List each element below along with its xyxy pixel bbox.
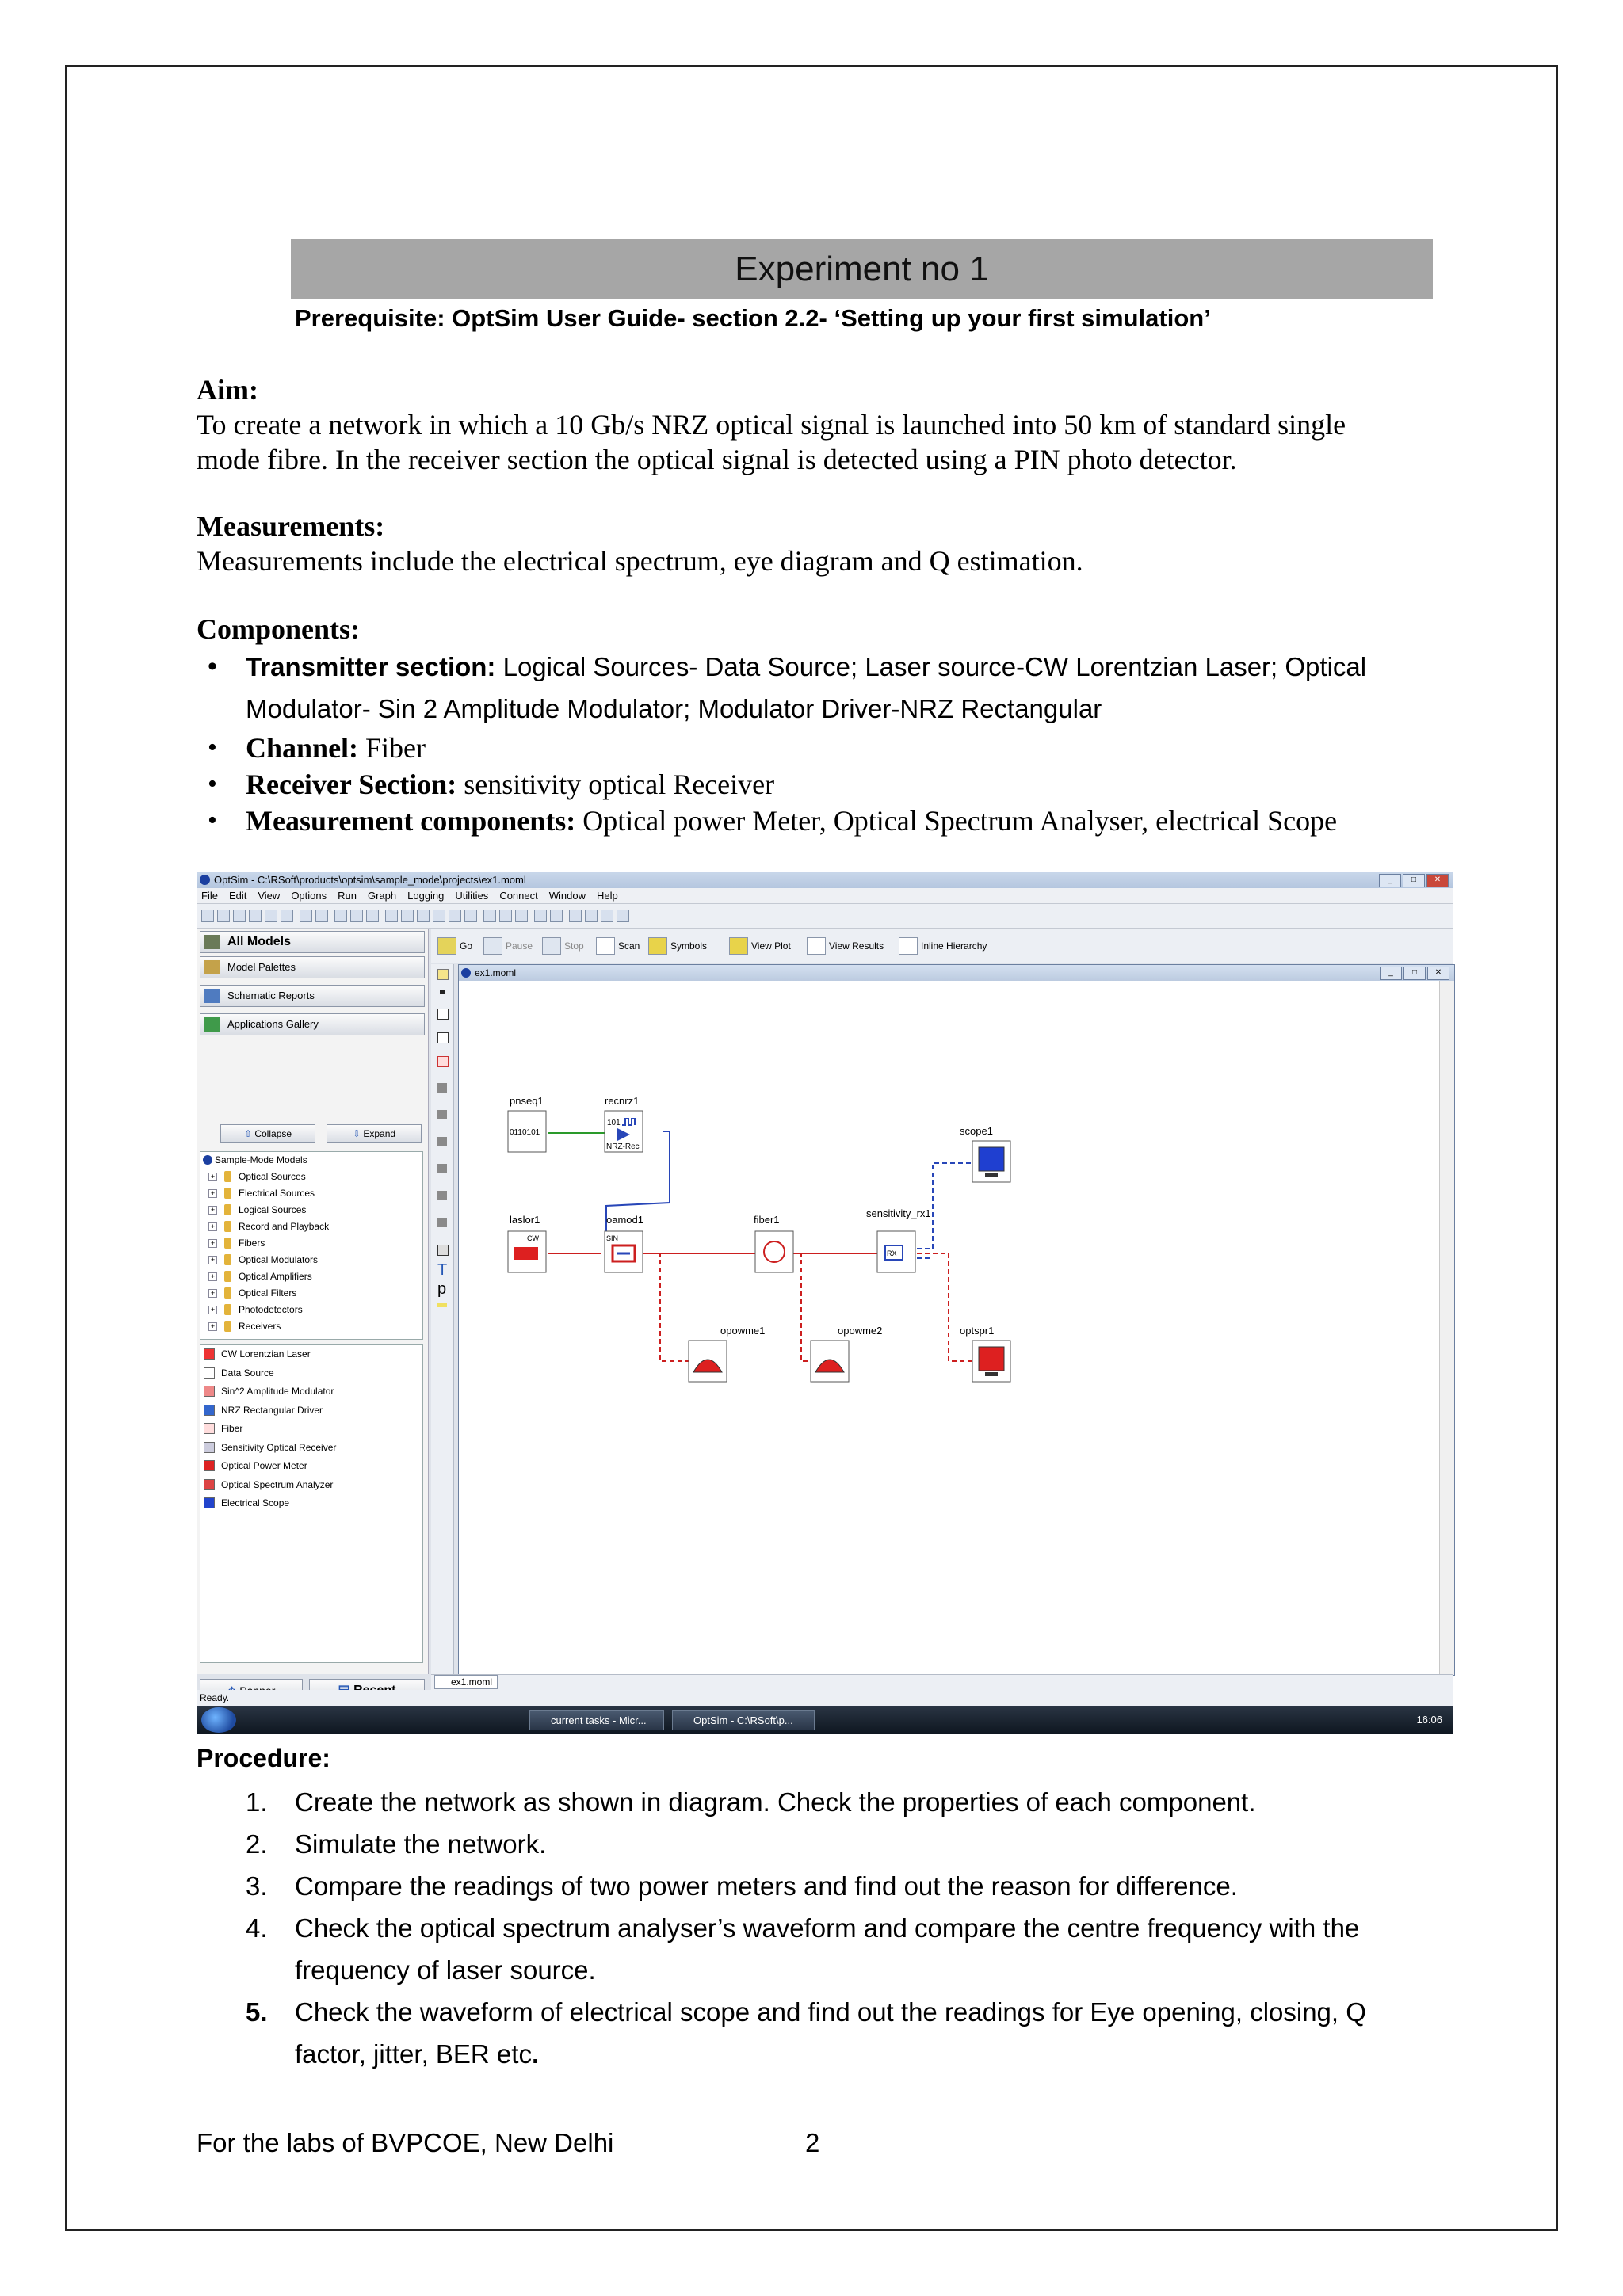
oamod1-tag: SIN (606, 1234, 619, 1242)
flag-tool-icon[interactable] (437, 1032, 449, 1043)
modulator-icon (204, 1386, 215, 1397)
tree-item-label: Photodetectors (239, 1304, 303, 1315)
spectrum-analyzer-icon (204, 1479, 215, 1490)
menu-connect[interactable]: Connect (499, 890, 538, 902)
zoom-select-icon[interactable] (464, 910, 477, 922)
document-vertical-scrollbar[interactable] (1439, 981, 1454, 1675)
paragraph-tool-icon[interactable]: p (437, 1280, 447, 1298)
point-tool-icon[interactable] (440, 990, 445, 994)
pnseq1-bits: 0110101 (510, 1128, 540, 1137)
expand-toggle-icon[interactable]: + (208, 1322, 217, 1331)
optspr1-label: optspr1 (960, 1325, 995, 1337)
bullet: • (208, 806, 217, 835)
component-label: Optical Spectrum Analyzer (221, 1478, 334, 1490)
menu-window[interactable]: Window (548, 890, 586, 902)
fiber1-label: fiber1 (754, 1214, 780, 1226)
aim-heading: Aim: (197, 374, 258, 406)
stop-icon (542, 937, 561, 955)
folder-icon (224, 1271, 231, 1282)
port-tool-icon[interactable] (437, 1009, 449, 1020)
component-label: Sensitivity Optical Receiver (221, 1441, 337, 1453)
component-item-receiver (197, 766, 1465, 803)
view-plot-button[interactable] (727, 937, 791, 955)
component-data-source[interactable] (200, 1364, 422, 1383)
tree-item-optical-sources[interactable] (200, 1169, 422, 1185)
bullet: • (208, 733, 217, 762)
procedure-step-5 (197, 1991, 1465, 2075)
optsim-icon (461, 968, 471, 978)
zoom-reset-icon[interactable] (449, 910, 461, 922)
layout-icon[interactable] (483, 910, 496, 922)
window-controls (1379, 874, 1449, 887)
menu-run[interactable]: Run (338, 890, 357, 902)
doc-close-button[interactable]: ✕ (1427, 967, 1449, 980)
marker-icon[interactable] (569, 910, 582, 922)
expand-toggle-icon[interactable]: + (208, 1256, 217, 1264)
model-browser-panel (197, 929, 429, 1674)
image-tool-icon[interactable] (437, 1245, 449, 1256)
expand-toggle-icon[interactable]: + (208, 1222, 217, 1231)
wire-oamod-opowme1 (643, 1253, 689, 1361)
scan-label: Scan (618, 940, 640, 952)
component-label: Fiber (221, 1423, 243, 1434)
arrow-down-icon: ⇩ (352, 1128, 364, 1139)
pnseq1-label: pnseq1 (510, 1095, 544, 1107)
component-item-measurement (197, 803, 1465, 839)
text-tool-icon[interactable]: T (437, 1261, 448, 1279)
tools-icon[interactable] (585, 910, 598, 922)
taskbar-item-optsim[interactable]: OptSim - C:\RSoft\p... (672, 1710, 815, 1730)
fiber-icon (204, 1423, 215, 1434)
step-number: 2. (246, 1829, 268, 1859)
zoom-out-icon[interactable] (417, 910, 430, 922)
component-electrical-scope[interactable] (200, 1494, 422, 1513)
folder-icon (224, 1321, 231, 1332)
model-palettes-button[interactable] (200, 956, 425, 978)
doc-maximize-button[interactable]: □ (1403, 967, 1426, 980)
pause-label: Pause (506, 940, 533, 952)
rect-tool-icon[interactable] (437, 1083, 447, 1093)
tree-item-label: Optical Amplifiers (239, 1271, 312, 1282)
laslor1-label: laslor1 (510, 1214, 540, 1226)
tree-root[interactable] (200, 1152, 422, 1169)
scan-icon (596, 937, 615, 955)
minimize-button[interactable]: _ (1379, 874, 1401, 887)
transmitter-label: Transmitter section: (246, 652, 496, 681)
aim-line-1: To create a network in which a 10 Gb/s NRZ optical signal is launched into 50 km of standard single (197, 409, 1346, 441)
view-results-label: View Results (829, 940, 884, 952)
step-text: Create the network as shown in diagram. Check the properties of each component. (295, 1787, 1256, 1817)
prerequisite: Prerequisite: OptSim User Guide- section 2.2- ‘Setting up your first simulation’ (295, 304, 1211, 332)
step-number: 4. (246, 1913, 268, 1943)
paste-icon[interactable] (366, 910, 379, 922)
symbols-icon (648, 937, 667, 955)
polygon-tool-icon[interactable] (437, 1137, 447, 1146)
run-toolbar (431, 929, 1453, 963)
scope-stand-icon (985, 1173, 998, 1177)
tree-item-label: Receivers (239, 1321, 281, 1332)
expand-toggle-icon[interactable]: + (208, 1239, 217, 1248)
step-number: 3. (246, 1871, 268, 1901)
component-label: Sin^2 Amplitude Modulator (221, 1386, 334, 1397)
fill-tool-icon[interactable] (437, 1218, 447, 1227)
folder-icon (224, 1304, 231, 1315)
menu-edit[interactable]: Edit (228, 890, 247, 902)
print-icon[interactable] (281, 910, 293, 922)
grid-icon[interactable] (515, 910, 528, 922)
folder-icon (224, 1171, 231, 1182)
schematic-reports-label: Schematic Reports (227, 990, 315, 1001)
arrow-up-icon: ⇧ (243, 1128, 255, 1139)
opowme1-label: opowme1 (720, 1325, 766, 1337)
measurements-section (197, 509, 1083, 578)
report-icon[interactable] (550, 910, 563, 922)
all-models-label: All Models (227, 935, 292, 948)
procedure-heading: Procedure: (197, 1744, 330, 1772)
plot-icon (729, 937, 748, 955)
menu-graph[interactable]: Graph (367, 890, 397, 902)
open-folder-icon[interactable] (249, 910, 262, 922)
tree-item-receivers[interactable] (200, 1318, 422, 1335)
select-tool-icon[interactable] (437, 969, 449, 980)
schematic-reports-button[interactable] (200, 985, 425, 1007)
tree-item-label: Logical Sources (239, 1204, 307, 1215)
collapse-label: Collapse (254, 1128, 292, 1139)
opowme2-label: opowme2 (838, 1325, 883, 1337)
window-titlebar (197, 872, 1453, 888)
procedure-list (197, 1781, 1465, 2075)
receiver-label: Receiver Section: (246, 769, 457, 800)
fiber1-block[interactable] (755, 1231, 793, 1272)
scan-button[interactable] (594, 937, 640, 955)
component-item-transmitter (197, 646, 1465, 730)
tree-item-logical-sources[interactable] (200, 1202, 422, 1219)
component-sin2-amplitude-modulator[interactable] (200, 1383, 422, 1402)
arc-tool-icon[interactable] (437, 1191, 447, 1200)
hierarchy-icon (899, 937, 918, 955)
step-text-line-1: Check the optical spectrum analyser’s waveform and compare the centre frequency with the (295, 1913, 1360, 1943)
expand-label: Expand (363, 1128, 396, 1139)
data-source-icon (204, 1367, 215, 1379)
receiver-icon (204, 1442, 215, 1453)
line-tool-icon[interactable] (437, 1164, 447, 1173)
laser-icon (204, 1348, 215, 1360)
zoom-in-icon[interactable] (401, 910, 414, 922)
tree-root-label: Sample-Mode Models (215, 1154, 307, 1165)
component-nrz-rectangular-driver[interactable] (200, 1402, 422, 1421)
component-label: NRZ Rectangular Driver (221, 1404, 323, 1416)
menu-utilities[interactable]: Utilities (455, 890, 489, 902)
report-icon (204, 989, 220, 1003)
laser-icon (514, 1247, 538, 1260)
inline-hierarchy-label: Inline Hierarchy (921, 940, 987, 952)
edit-icon[interactable] (534, 910, 547, 922)
measurement-text: Optical power Meter, Optical Spectrum Analyser, electrical Scope (575, 805, 1338, 837)
model-tree (200, 1151, 423, 1340)
help-icon[interactable] (617, 910, 629, 922)
model-palettes-label: Model Palettes (227, 961, 296, 973)
pause-button[interactable] (482, 937, 533, 955)
symbols-button[interactable] (647, 937, 707, 955)
models-icon (204, 935, 220, 949)
bullet: • (208, 651, 217, 681)
tab-ex1-moml[interactable]: ex1.moml (434, 1675, 498, 1689)
components-heading-wrap (197, 612, 360, 646)
pause-icon (483, 937, 502, 955)
recnrz1-tag: 101 (607, 1119, 621, 1127)
procedure-step-4 (197, 1907, 1465, 1991)
ellipse-tool-icon[interactable] (437, 1110, 447, 1119)
redo-icon[interactable] (315, 910, 328, 922)
schematic-document-window (458, 964, 1455, 1676)
channel-label: Channel: (246, 732, 359, 764)
undo-icon[interactable] (300, 910, 312, 922)
document-window-controls (1380, 967, 1449, 980)
document-titlebar (459, 965, 1454, 981)
palette-icon (204, 960, 220, 974)
save-icon[interactable] (265, 910, 277, 922)
optsim-screenshot (197, 872, 1453, 1726)
menu-bar (197, 888, 1453, 904)
folder-icon (224, 1188, 231, 1199)
component-label: Data Source (221, 1367, 274, 1379)
folder-icon (224, 1254, 231, 1265)
folder-icon (224, 1204, 231, 1215)
view-results-button[interactable] (805, 937, 884, 955)
measurements-text: Measurements include the electrical spectrum, eye diagram and Q estimation. (197, 545, 1083, 577)
symbols-label: Symbols (670, 940, 708, 952)
component-label: Optical Power Meter (221, 1460, 307, 1471)
view-plot-label: View Plot (751, 940, 791, 952)
tree-item-optical-modulators[interactable] (200, 1252, 422, 1268)
new-file-icon[interactable] (201, 910, 214, 922)
measurements-heading: Measurements: (197, 510, 385, 542)
taskbar-item-current-tasks[interactable]: current tasks - Micr... (529, 1710, 664, 1730)
scope-icon (204, 1497, 215, 1508)
tree-item-label: Optical Sources (239, 1171, 306, 1182)
expand-button[interactable] (327, 1124, 422, 1143)
aim-line-2: mode fibre. In the receiver section the optical signal is detected using a PIN photo detector. (197, 444, 1237, 475)
component-fiber[interactable] (200, 1420, 422, 1439)
recnrz1-label: recnrz1 (605, 1095, 640, 1107)
bullet: • (208, 769, 217, 799)
applications-gallery-button[interactable] (200, 1013, 425, 1035)
schematic-canvas[interactable] (459, 981, 1438, 1675)
component-cw-lorentzian-laser[interactable] (200, 1345, 422, 1364)
transmitter-text-2: Modulator- Sin 2 Amplitude Modulator; Modulator Driver-NRZ Rectangular (246, 694, 1102, 723)
close-button[interactable]: ✕ (1426, 874, 1449, 887)
step-text: Simulate the network. (295, 1829, 547, 1859)
document-tab-bar (431, 1674, 1453, 1691)
tree-item-photodetectors[interactable] (200, 1302, 422, 1318)
applications-gallery-label: Applications Gallery (227, 1018, 319, 1030)
aim-section (197, 372, 1346, 477)
expand-toggle-icon[interactable]: + (208, 1189, 217, 1198)
drawing-palette (431, 964, 454, 1674)
page-number: 2 (805, 2128, 820, 2157)
step-text-period: . (531, 2039, 540, 2069)
sensitivity-rx1-label: sensitivity_rx1 (866, 1207, 931, 1219)
menu-options[interactable]: Options (291, 890, 327, 902)
step-text-line-2: factor, jitter, BER etc (295, 2039, 532, 2069)
menu-view[interactable]: View (258, 890, 281, 902)
cut-icon[interactable] (334, 910, 347, 922)
folder-icon (224, 1287, 231, 1299)
spectrum-analyzer-icon (979, 1347, 1004, 1371)
expand-toggle-icon[interactable]: + (208, 1272, 217, 1281)
menu-file[interactable]: File (201, 890, 218, 902)
optsim-icon[interactable] (217, 910, 230, 922)
expand-toggle-icon[interactable]: + (208, 1173, 217, 1181)
go-button[interactable] (436, 937, 472, 955)
expand-toggle-icon[interactable]: + (208, 1289, 217, 1298)
folder-icon (224, 1238, 231, 1249)
procedure-step-3 (197, 1865, 1465, 1907)
traffic-light-icon (437, 937, 456, 955)
tree-item-fibers[interactable] (200, 1235, 422, 1252)
measurement-label: Measurement components: (246, 805, 576, 837)
delete-tool-icon[interactable] (437, 1056, 449, 1067)
status-bar: Ready. (197, 1690, 1453, 1706)
expand-toggle-icon[interactable]: + (208, 1306, 217, 1314)
components-heading: Components: (197, 613, 361, 645)
tree-item-electrical-sources[interactable] (200, 1185, 422, 1202)
analyzer-stand-icon (985, 1372, 998, 1376)
wire-rx-scope (917, 1163, 972, 1249)
step-number: 1. (246, 1787, 268, 1817)
component-label: CW Lorentzian Laser (221, 1348, 311, 1360)
inline-hierarchy-button[interactable] (897, 937, 987, 955)
document-title: ex1.moml (475, 967, 517, 978)
all-models-button[interactable] (200, 931, 425, 953)
results-icon (807, 937, 826, 955)
scope1-label: scope1 (960, 1125, 993, 1137)
experiment-title: Experiment no 1 (291, 239, 1433, 299)
procedure-step-1 (197, 1781, 1465, 1823)
start-button[interactable] (201, 1707, 236, 1733)
stop-label: Stop (564, 940, 584, 952)
table-icon[interactable] (499, 910, 512, 922)
optsim-app-icon (200, 875, 210, 885)
recnrz1-sub: NRZ-Rec (606, 1142, 640, 1151)
main-toolbar (197, 904, 1453, 929)
tree-item-label: Optical Filters (239, 1287, 297, 1299)
tree-item-label: Record and Playback (239, 1221, 330, 1232)
power-meter-icon (204, 1460, 215, 1471)
step-text: Compare the readings of two power meters and find out the reason for difference. (295, 1871, 1238, 1901)
procedure-step-2 (197, 1823, 1465, 1865)
tree-item-optical-amplifiers[interactable] (200, 1268, 422, 1285)
transmitter-text-1: Logical Sources- Data Source; Laser source-CW Lorentzian Laser; Optical (495, 652, 1367, 681)
gallery-icon (204, 1017, 220, 1032)
tree-item-optical-filters[interactable] (200, 1285, 422, 1302)
component-sensitivity-receiver[interactable] (200, 1439, 422, 1458)
folder-icon (224, 1221, 231, 1232)
tree-item-label: Electrical Sources (239, 1188, 315, 1199)
collapse-button[interactable] (220, 1124, 315, 1143)
highlight-tool-icon[interactable] (437, 1303, 447, 1307)
component-optical-power-meter[interactable] (200, 1457, 422, 1476)
wire-fiber-opowme2 (792, 1253, 811, 1361)
step-text-line-1: Check the waveform of electrical scope and find out the readings for Eye opening, closing, Q (295, 1997, 1366, 2027)
oamod1-label: oamod1 (606, 1214, 643, 1226)
tree-item-record-playback[interactable] (200, 1219, 422, 1235)
tree-item-label: Optical Modulators (239, 1254, 319, 1265)
footer-text: For the labs of BVPCOE, New Delhi (197, 2128, 614, 2157)
maximize-button[interactable]: □ (1403, 874, 1425, 887)
menu-help[interactable]: Help (596, 890, 618, 902)
wizard-icon[interactable] (233, 910, 246, 922)
zoom-fit-icon[interactable] (433, 910, 445, 922)
step-text-line-2: frequency of laser source. (295, 1955, 596, 1985)
menu-logging[interactable]: Logging (407, 890, 445, 902)
go-label: Go (460, 940, 473, 952)
expand-toggle-icon[interactable]: + (208, 1206, 217, 1215)
driver-icon (204, 1405, 215, 1416)
laslor1-tag: CW (527, 1234, 539, 1242)
scope-monitor-icon (979, 1147, 1004, 1171)
step-number: 5. (246, 1997, 268, 2027)
back-icon[interactable] (601, 910, 613, 922)
taskbar-clock: 16:06 (1416, 1714, 1442, 1726)
component-optical-spectrum-analyzer[interactable] (200, 1476, 422, 1495)
component-item-channel (197, 730, 1465, 766)
windows-taskbar (197, 1706, 1453, 1734)
doc-minimize-button[interactable]: _ (1380, 967, 1402, 980)
channel-text: Fiber (358, 732, 426, 764)
component-label: Electrical Scope (221, 1497, 290, 1508)
component-list (200, 1344, 423, 1663)
rx-tag: RX (887, 1249, 897, 1257)
find-icon[interactable] (385, 910, 398, 922)
stop-button[interactable] (540, 937, 584, 955)
copy-icon[interactable] (350, 910, 363, 922)
tree-item-label: Fibers (239, 1238, 265, 1249)
receiver-text: sensitivity optical Receiver (456, 769, 775, 800)
optsim-icon (203, 1155, 212, 1165)
components-list (197, 646, 1465, 839)
window-title: OptSim - C:\RSoft\products\optsim\sample_mode\projects\ex1.moml (214, 874, 526, 886)
